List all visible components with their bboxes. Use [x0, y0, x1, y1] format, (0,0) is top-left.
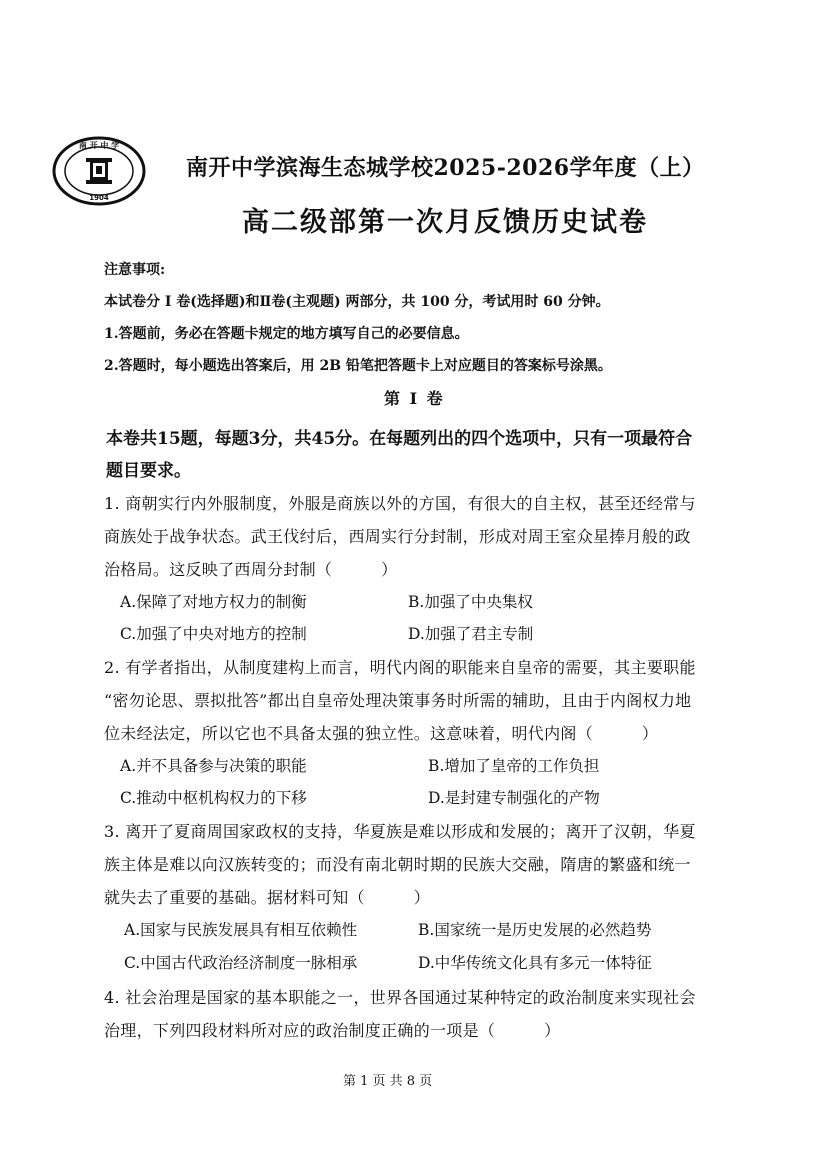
seal-text: 南 开 中 学 — [78, 141, 120, 150]
question-1-option-b: B.加强了中央集权 — [408, 593, 533, 611]
question-3-line-1: 3. 离开了夏商周国家政权的支持，华夏族是难以形成和发展的；离开了汉朝，华夏 — [104, 822, 696, 841]
question-2-option-b: B.增加了皇帝的工作负担 — [428, 757, 600, 775]
seal-year: 1904 — [89, 194, 109, 202]
question-1-option-a: A.保障了对地方权力的制衡 — [120, 593, 307, 611]
school-title: 南开中学滨海生态城学校2025-2026学年度（上） — [186, 155, 705, 181]
section-instruction-1: 本卷共15题，每题3分，共45分。在每题列出的四个选项中，只有一项最符合 — [106, 429, 693, 449]
notes-line-3: 2.答题时，每小题选出答案后，用 2B 铅笔把答题卡上对应题目的答案标号涂黑。 — [104, 358, 612, 374]
question-2-option-d: D.是封建专制强化的产物 — [428, 789, 600, 807]
exam-title: 高二级部第一次月反馈历史试卷 — [242, 207, 648, 238]
question-3-option-c: C.中国古代政治经济制度一脉相承 — [124, 954, 358, 972]
question-2-line-2: “密勿论思、票拟批答”都出自皇帝处理决策事务时所需的辅助，且由于内阁权力地 — [104, 691, 692, 710]
section-instruction-2: 题目要求。 — [106, 461, 191, 481]
question-3-option-a: A.国家与民族发展具有相互依赖性 — [124, 921, 358, 939]
question-1-line-1: 1. 商朝实行内外服制度，外服是商族以外的方国，有很大的自主权，甚至还经常与 — [104, 494, 696, 513]
page-footer: 第 1 页 共 8 页 — [343, 1074, 433, 1089]
question-1-line-3: 治格局。这反映了西周分封制（ ） — [104, 560, 398, 579]
question-1-option-d: D.加强了君主专制 — [408, 625, 534, 643]
question-2-line-1: 2. 有学者指出，从制度建构上而言，明代内阁的职能来自皇帝的需要，其主要职能 — [104, 658, 696, 677]
question-2-option-c: C.推动中枢机构权力的下移 — [120, 789, 307, 807]
notes-line-2: 1.答题前，务必在答题卡规定的地方填写自己的必要信息。 — [104, 326, 469, 342]
question-3-option-d: D.中华传统文化具有多元一体特征 — [418, 954, 652, 972]
question-1-line-2: 商族处于战争状态。武王伐纣后，西周实行分封制，形成对周王室众星捧月般的政 — [104, 527, 691, 546]
question-3-option-b: B.国家统一是历史发展的必然趋势 — [418, 921, 652, 939]
question-1-option-c: C.加强了中央对地方的控制 — [120, 625, 307, 643]
school-seal-logo — [52, 136, 146, 206]
section-title: 第 I 卷 — [384, 389, 445, 408]
notes-line-1: 本试卷分 I 卷(选择题)和Ⅱ卷(主观题) 两部分，共 100 分，考试用时 60 分钟。 — [104, 294, 610, 310]
question-3-line-2: 族主体是难以向汉族转变的；而没有南北朝时期的民族大交融，隋唐的繁盛和统一 — [104, 855, 691, 874]
question-2-option-a: A.并不具备参与决策的职能 — [120, 757, 307, 775]
notes-heading: 注意事项: — [104, 262, 166, 278]
question-3-line-3: 就失去了重要的基础。据材料可知（ ） — [104, 888, 431, 907]
question-4-line-1: 4. 社会治理是国家的基本职能之一，世界各国通过某种特定的政治制度来实现社会 — [104, 988, 696, 1007]
question-4-line-2: 治理，下列四段材料所对应的政治制度正确的一项是（ ） — [104, 1021, 561, 1040]
question-2-line-3: 位未经法定，所以它也不具备太强的独立性。这意味着，明代内阁（ ） — [104, 724, 659, 743]
